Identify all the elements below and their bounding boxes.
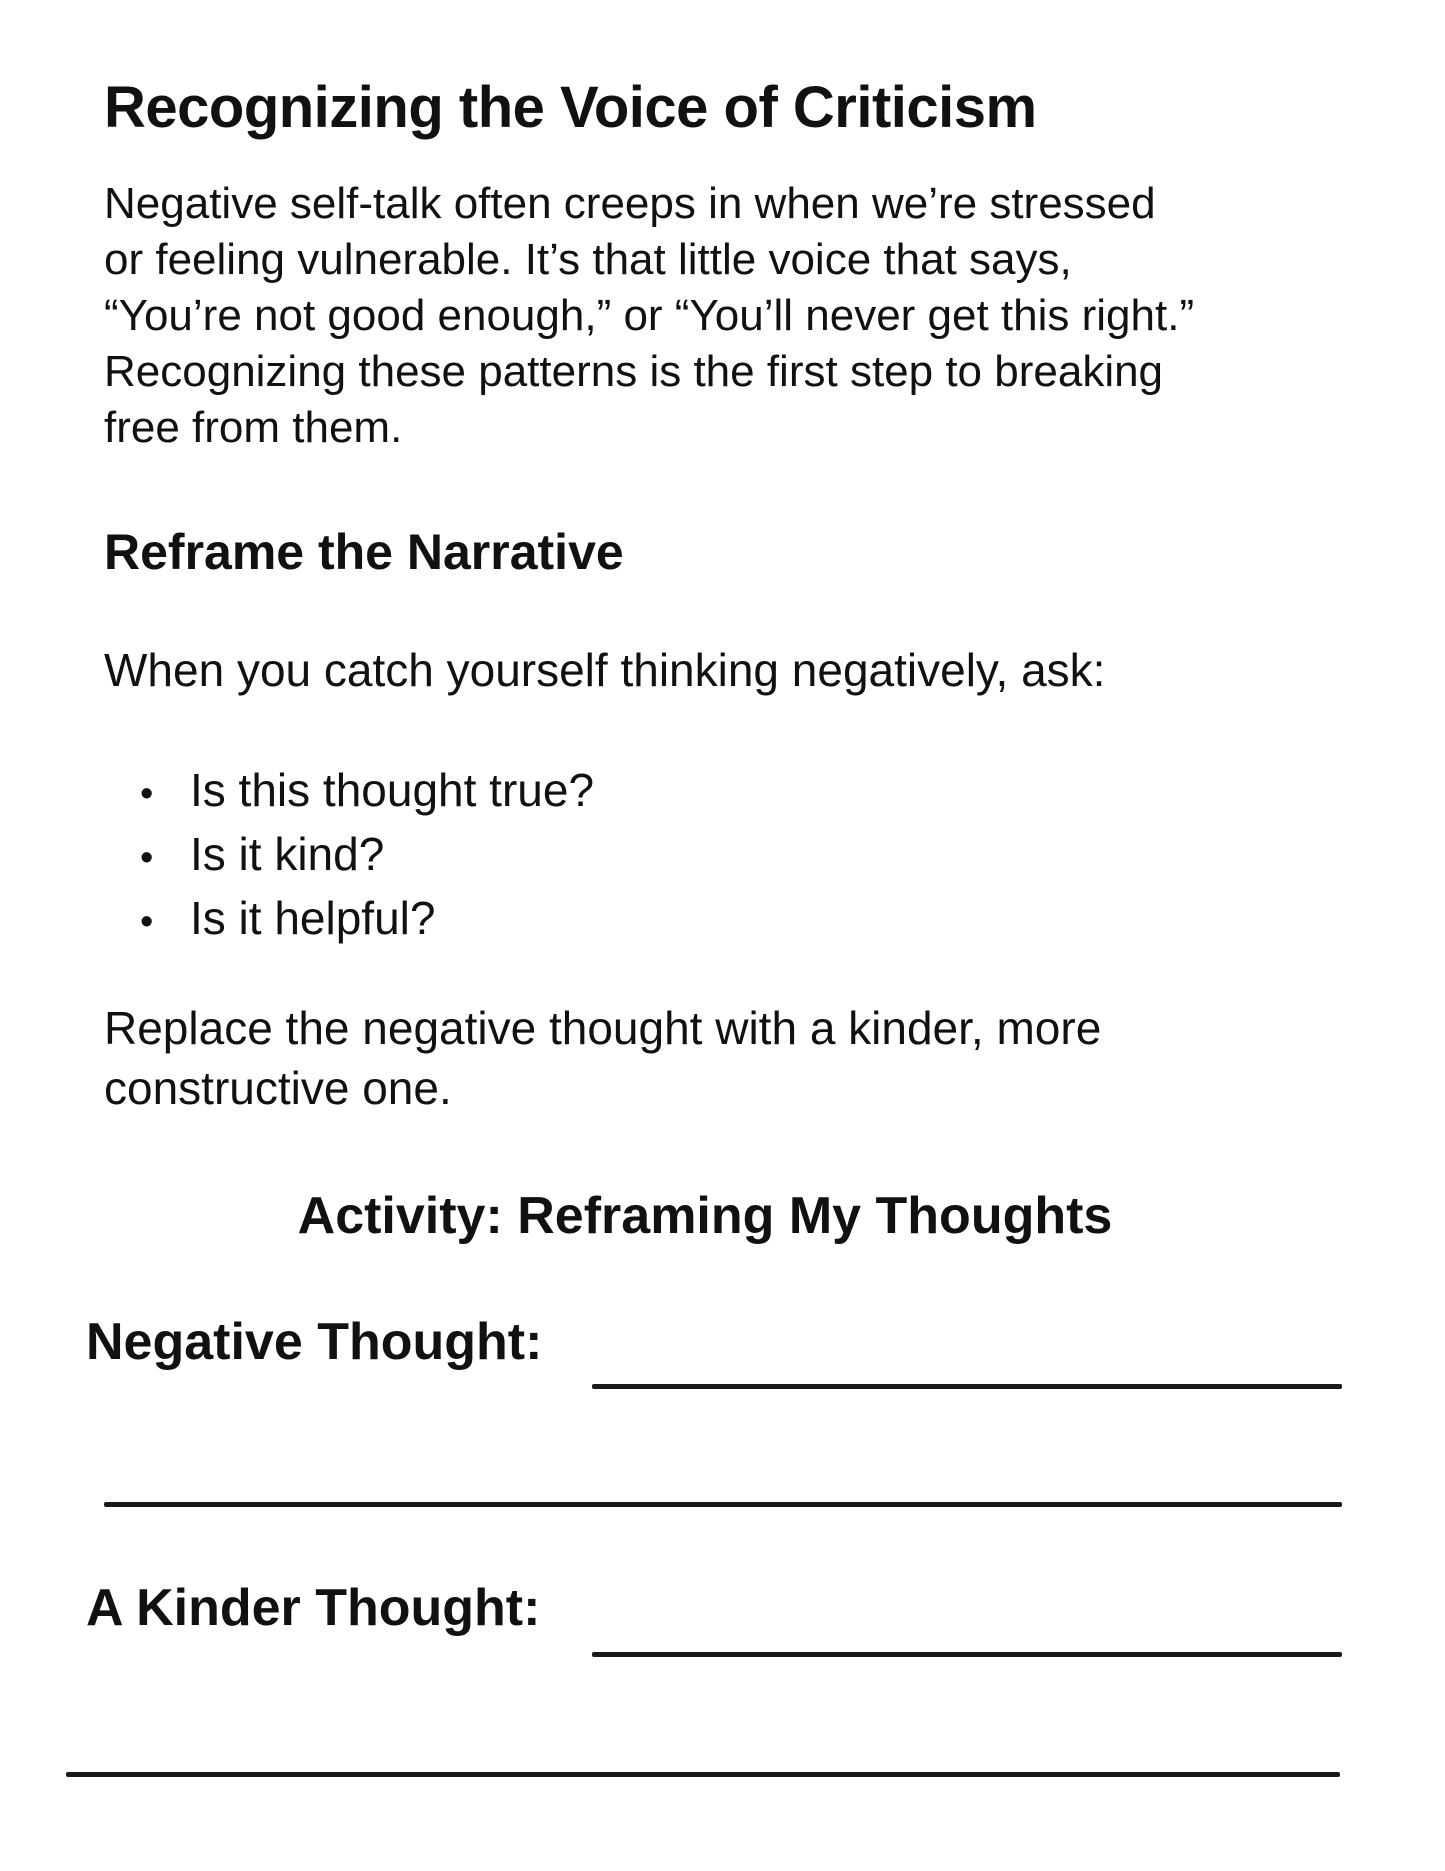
intro-line: Negative self-talk often creeps in when we’re stressed <box>104 179 1156 228</box>
kinder-thought-label: A Kinder Thought: <box>86 1579 541 1637</box>
activity-title: Activity: Reframing My Thoughts <box>297 1187 1113 1245</box>
question-list <box>140 760 594 952</box>
intro-line: Recognizing these patterns is the first step to breaking <box>104 347 1164 396</box>
page-title: Recognizing the Voice of Criticism <box>104 75 1037 140</box>
bullet-icon: • <box>140 901 154 943</box>
question-text: Is it kind? <box>190 828 385 880</box>
negative-thought-line-2[interactable] <box>104 1502 1342 1507</box>
list-item <box>140 888 594 952</box>
replace-line: Replace the negative thought with a kinder, more <box>104 1002 1102 1054</box>
list-item <box>140 824 594 888</box>
negative-thought-line-1[interactable] <box>592 1384 1342 1389</box>
replace-instruction <box>104 998 1101 1118</box>
kinder-thought-line-2[interactable] <box>66 1772 1340 1777</box>
intro-line: or feeling vulnerable. It’s that little voice that says, <box>104 235 1072 284</box>
section-heading: Reframe the Narrative <box>104 524 624 580</box>
intro-line: “You’re not good enough,” or “You’ll never get this right.” <box>104 291 1195 340</box>
intro-line: free from them. <box>104 403 403 452</box>
bullet-icon: • <box>140 837 154 879</box>
list-item <box>140 760 594 824</box>
question-text: Is it helpful? <box>190 892 436 944</box>
question-prompt: When you catch yourself thinking negatively, ask: <box>104 644 1106 696</box>
intro-paragraph <box>104 176 1344 456</box>
replace-line: constructive one. <box>104 1062 452 1114</box>
kinder-thought-line-1[interactable] <box>592 1652 1342 1657</box>
question-text: Is this thought true? <box>190 764 595 816</box>
bullet-icon: • <box>140 773 154 815</box>
negative-thought-label: Negative Thought: <box>86 1313 543 1371</box>
